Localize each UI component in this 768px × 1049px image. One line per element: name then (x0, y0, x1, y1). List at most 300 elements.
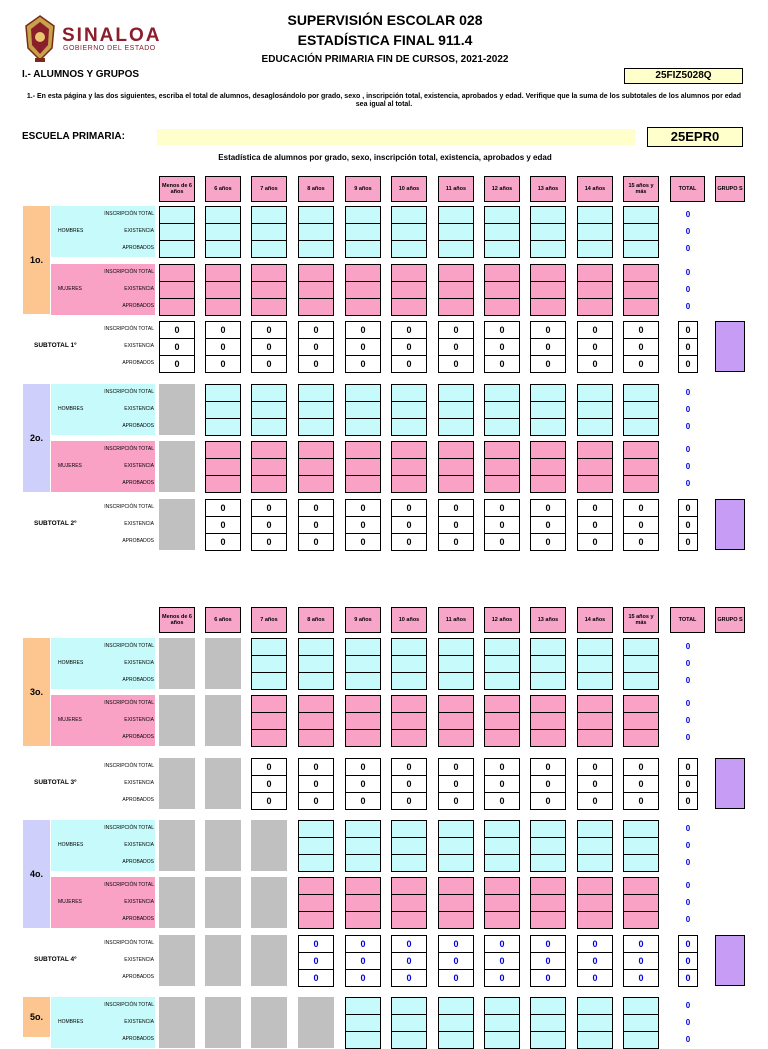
input-cell[interactable] (530, 837, 566, 855)
input-cell[interactable] (577, 240, 613, 258)
input-cell[interactable] (298, 911, 334, 929)
input-cell[interactable] (577, 911, 613, 929)
input-cell[interactable] (391, 458, 427, 476)
input-cell[interactable] (484, 712, 520, 730)
input-cell[interactable] (345, 712, 381, 730)
input-cell[interactable] (251, 240, 287, 258)
input-cell[interactable] (391, 223, 427, 241)
input-cell[interactable] (345, 695, 381, 713)
input-cell[interactable] (623, 1014, 659, 1032)
row-label: EXISTENCIA (124, 228, 154, 234)
input-cell[interactable] (484, 298, 520, 316)
input-cell[interactable] (438, 264, 474, 282)
input-cell[interactable] (159, 223, 195, 241)
input-cell[interactable] (484, 384, 520, 402)
subtotal-value: 0 (345, 338, 381, 356)
total-value: 0 (678, 877, 698, 894)
input-cell[interactable] (530, 264, 566, 282)
input-cell[interactable] (438, 418, 474, 436)
input-cell[interactable] (345, 1031, 381, 1049)
input-cell[interactable] (205, 240, 241, 258)
input-cell[interactable] (623, 264, 659, 282)
grade-label: 4o. (23, 820, 50, 928)
subtotal-value: 0 (623, 792, 659, 810)
input-cell[interactable] (205, 384, 241, 402)
row-label: APROBADOS (122, 423, 154, 429)
input-cell[interactable] (438, 281, 474, 299)
input-cell[interactable] (391, 894, 427, 912)
input-cell[interactable] (251, 281, 287, 299)
subtotal-value: 0 (438, 499, 474, 517)
input-cell[interactable] (623, 837, 659, 855)
input-cell[interactable] (298, 206, 334, 224)
row-label: EXISTENCIA (124, 780, 154, 786)
input-cell[interactable] (530, 894, 566, 912)
input-cell[interactable] (438, 712, 474, 730)
subtotal-value: 0 (530, 355, 566, 373)
input-cell[interactable] (251, 223, 287, 241)
input-cell[interactable] (298, 854, 334, 872)
subtotal-value: 0 (159, 338, 195, 356)
input-cell[interactable] (623, 281, 659, 299)
input-cell[interactable] (391, 655, 427, 673)
input-cell[interactable] (577, 441, 613, 459)
input-cell[interactable] (623, 655, 659, 673)
input-cell[interactable] (484, 638, 520, 656)
input-cell[interactable] (438, 695, 474, 713)
subtotal-value: 0 (577, 952, 613, 970)
input-cell[interactable] (391, 712, 427, 730)
input-cell[interactable] (623, 441, 659, 459)
input-cell[interactable] (345, 458, 381, 476)
input-cell[interactable] (205, 441, 241, 459)
input-cell[interactable] (484, 1031, 520, 1049)
input-cell[interactable] (391, 401, 427, 419)
input-cell[interactable] (530, 729, 566, 747)
input-cell[interactable] (484, 911, 520, 929)
input-cell[interactable] (298, 298, 334, 316)
input-cell[interactable] (251, 712, 287, 730)
input-cell[interactable] (298, 638, 334, 656)
input-cell[interactable] (391, 298, 427, 316)
input-cell[interactable] (623, 458, 659, 476)
input-cell[interactable] (251, 206, 287, 224)
input-cell[interactable] (530, 281, 566, 299)
input-cell[interactable] (391, 384, 427, 402)
input-cell[interactable] (251, 672, 287, 690)
input-cell[interactable] (484, 1014, 520, 1032)
input-cell[interactable] (530, 655, 566, 673)
input-cell[interactable] (623, 401, 659, 419)
input-cell[interactable] (438, 298, 474, 316)
input-cell[interactable] (251, 655, 287, 673)
input-cell[interactable] (159, 264, 195, 282)
subtotal-value: 0 (484, 338, 520, 356)
input-cell[interactable] (484, 264, 520, 282)
input-cell[interactable] (577, 1031, 613, 1049)
subtotal-value: 0 (159, 321, 195, 339)
input-cell[interactable] (577, 401, 613, 419)
input-cell[interactable] (251, 475, 287, 493)
input-cell[interactable] (577, 894, 613, 912)
input-cell[interactable] (577, 458, 613, 476)
subtotal-value: 0 (577, 499, 613, 517)
input-cell[interactable] (530, 638, 566, 656)
input-cell[interactable] (251, 418, 287, 436)
grupos-field[interactable] (715, 935, 745, 986)
input-cell[interactable] (577, 997, 613, 1015)
input-cell[interactable] (484, 672, 520, 690)
input-cell[interactable] (577, 820, 613, 838)
input-cell[interactable] (391, 911, 427, 929)
input-cell[interactable] (530, 877, 566, 895)
input-cell[interactable] (484, 894, 520, 912)
input-cell[interactable] (345, 877, 381, 895)
input-cell[interactable] (623, 854, 659, 872)
input-cell[interactable] (577, 837, 613, 855)
sinaloa-seal-icon (24, 14, 56, 64)
input-cell[interactable] (577, 384, 613, 402)
input-cell[interactable] (345, 223, 381, 241)
input-cell[interactable] (391, 854, 427, 872)
column-header: 6 años (205, 176, 241, 202)
input-cell[interactable] (438, 1031, 474, 1049)
input-cell[interactable] (251, 441, 287, 459)
input-cell[interactable] (298, 384, 334, 402)
input-cell[interactable] (438, 458, 474, 476)
input-cell[interactable] (484, 458, 520, 476)
input-cell[interactable] (251, 695, 287, 713)
input-cell[interactable] (298, 837, 334, 855)
input-cell[interactable] (298, 418, 334, 436)
input-cell[interactable] (623, 384, 659, 402)
input-cell[interactable] (577, 223, 613, 241)
subtotal-value: 0 (623, 321, 659, 339)
input-cell[interactable] (577, 206, 613, 224)
input-cell[interactable] (484, 729, 520, 747)
input-cell[interactable] (159, 281, 195, 299)
school-label: ESCUELA PRIMARIA: (22, 131, 125, 142)
input-cell[interactable] (530, 820, 566, 838)
input-cell[interactable] (530, 997, 566, 1015)
input-cell[interactable] (391, 475, 427, 493)
input-cell[interactable] (484, 820, 520, 838)
subtotal-value: 0 (345, 758, 381, 776)
input-cell[interactable] (623, 894, 659, 912)
input-cell[interactable] (438, 911, 474, 929)
subtotal-value: 0 (205, 516, 241, 534)
disabled-cell (159, 758, 195, 809)
subtotal-value: 0 (391, 775, 427, 793)
input-cell[interactable] (577, 281, 613, 299)
total-value: 0 (678, 729, 698, 746)
input-cell[interactable] (484, 997, 520, 1015)
input-cell[interactable] (530, 854, 566, 872)
input-cell[interactable] (530, 475, 566, 493)
input-cell[interactable] (345, 281, 381, 299)
input-cell[interactable] (484, 475, 520, 493)
subtotal-value: 0 (251, 775, 287, 793)
input-cell[interactable] (345, 672, 381, 690)
input-cell[interactable] (298, 401, 334, 419)
input-cell[interactable] (345, 911, 381, 929)
column-header: GRUPO S (715, 607, 745, 633)
input-cell[interactable] (484, 418, 520, 436)
subtotal-value: 0 (298, 952, 334, 970)
disabled-cell (298, 997, 334, 1048)
input-cell[interactable] (623, 1031, 659, 1049)
input-cell[interactable] (205, 298, 241, 316)
input-cell[interactable] (391, 264, 427, 282)
input-cell[interactable] (577, 475, 613, 493)
input-cell[interactable] (484, 206, 520, 224)
input-cell[interactable] (484, 695, 520, 713)
input-cell[interactable] (391, 1031, 427, 1049)
input-cell[interactable] (391, 418, 427, 436)
input-cell[interactable] (391, 672, 427, 690)
subtotal-value: 0 (484, 355, 520, 373)
input-cell[interactable] (438, 894, 474, 912)
input-cell[interactable] (298, 240, 334, 258)
input-cell[interactable] (577, 877, 613, 895)
input-cell[interactable] (577, 729, 613, 747)
input-cell[interactable] (484, 281, 520, 299)
input-cell[interactable] (205, 401, 241, 419)
input-cell[interactable] (391, 729, 427, 747)
input-cell[interactable] (345, 206, 381, 224)
input-cell[interactable] (530, 240, 566, 258)
disabled-cell (205, 695, 241, 746)
subtotal-value: 0 (438, 969, 474, 987)
input-cell[interactable] (438, 223, 474, 241)
input-cell[interactable] (345, 837, 381, 855)
input-cell[interactable] (205, 458, 241, 476)
input-cell[interactable] (577, 854, 613, 872)
input-cell[interactable] (345, 894, 381, 912)
input-cell[interactable] (345, 655, 381, 673)
input-cell[interactable] (530, 206, 566, 224)
input-cell[interactable] (530, 458, 566, 476)
row-label: APROBADOS (122, 480, 154, 486)
input-cell[interactable] (251, 458, 287, 476)
column-header: 8 años (298, 176, 334, 202)
input-cell[interactable] (391, 441, 427, 459)
input-cell[interactable] (159, 298, 195, 316)
input-cell[interactable] (623, 820, 659, 838)
input-cell[interactable] (530, 695, 566, 713)
input-cell[interactable] (391, 820, 427, 838)
input-cell[interactable] (530, 223, 566, 241)
input-cell[interactable] (345, 418, 381, 436)
input-cell[interactable] (530, 1031, 566, 1049)
input-cell[interactable] (577, 712, 613, 730)
input-cell[interactable] (345, 820, 381, 838)
input-cell[interactable] (623, 712, 659, 730)
input-cell[interactable] (623, 672, 659, 690)
input-cell[interactable] (345, 638, 381, 656)
input-cell[interactable] (623, 223, 659, 241)
input-cell[interactable] (298, 695, 334, 713)
input-cell[interactable] (623, 240, 659, 258)
input-cell[interactable] (577, 298, 613, 316)
subtotal-value: 0 (251, 792, 287, 810)
input-cell[interactable] (484, 240, 520, 258)
input-cell[interactable] (530, 1014, 566, 1032)
input-cell[interactable] (438, 401, 474, 419)
sex-label: HOMBRES (58, 660, 84, 666)
input-cell[interactable] (345, 384, 381, 402)
input-cell[interactable] (530, 441, 566, 459)
input-cell[interactable] (205, 264, 241, 282)
input-cell[interactable] (159, 206, 195, 224)
input-cell[interactable] (298, 475, 334, 493)
input-cell[interactable] (391, 695, 427, 713)
input-cell[interactable] (623, 877, 659, 895)
input-cell[interactable] (251, 401, 287, 419)
input-cell[interactable] (438, 638, 474, 656)
row-label: INSCRIPCIÓN TOTAL (104, 882, 154, 888)
input-cell[interactable] (205, 475, 241, 493)
input-cell[interactable] (438, 729, 474, 747)
total-value: 0 (678, 638, 698, 655)
grupos-field[interactable] (715, 321, 745, 372)
input-cell[interactable] (251, 729, 287, 747)
input-cell[interactable] (623, 298, 659, 316)
input-cell[interactable] (530, 911, 566, 929)
input-cell[interactable] (530, 712, 566, 730)
subtotal-value: 0 (484, 516, 520, 534)
input-cell[interactable] (391, 837, 427, 855)
input-cell[interactable] (251, 298, 287, 316)
input-cell[interactable] (251, 264, 287, 282)
input-cell[interactable] (298, 729, 334, 747)
input-cell[interactable] (205, 418, 241, 436)
input-cell[interactable] (298, 458, 334, 476)
input-cell[interactable] (438, 240, 474, 258)
input-cell[interactable] (391, 240, 427, 258)
input-cell[interactable] (345, 729, 381, 747)
input-cell[interactable] (298, 223, 334, 241)
input-cell[interactable] (438, 837, 474, 855)
input-cell[interactable] (623, 997, 659, 1015)
input-cell[interactable] (345, 854, 381, 872)
input-cell[interactable] (484, 401, 520, 419)
input-cell[interactable] (438, 877, 474, 895)
input-cell[interactable] (298, 712, 334, 730)
input-cell[interactable] (391, 997, 427, 1015)
input-cell[interactable] (205, 223, 241, 241)
input-cell[interactable] (345, 475, 381, 493)
input-cell[interactable] (438, 997, 474, 1015)
row-label: APROBADOS (122, 797, 154, 803)
input-cell[interactable] (530, 672, 566, 690)
input-cell[interactable] (345, 1014, 381, 1032)
input-cell[interactable] (345, 264, 381, 282)
input-cell[interactable] (298, 672, 334, 690)
input-cell[interactable] (438, 441, 474, 459)
input-cell[interactable] (623, 911, 659, 929)
input-cell[interactable] (623, 695, 659, 713)
input-cell[interactable] (345, 997, 381, 1015)
subtotal-value: 0 (298, 775, 334, 793)
input-cell[interactable] (438, 672, 474, 690)
input-cell[interactable] (438, 820, 474, 838)
input-cell[interactable] (298, 441, 334, 459)
input-cell[interactable] (623, 729, 659, 747)
input-cell[interactable] (391, 638, 427, 656)
input-cell[interactable] (577, 264, 613, 282)
input-cell[interactable] (205, 206, 241, 224)
input-cell[interactable] (298, 655, 334, 673)
input-cell[interactable] (345, 240, 381, 258)
input-cell[interactable] (438, 1014, 474, 1032)
total-value: 0 (678, 712, 698, 729)
grupos-field[interactable] (715, 758, 745, 809)
input-cell[interactable] (251, 638, 287, 656)
input-cell[interactable] (623, 638, 659, 656)
input-cell[interactable] (484, 655, 520, 673)
input-cell[interactable] (159, 240, 195, 258)
subtotal-value: 0 (391, 969, 427, 987)
input-cell[interactable] (438, 206, 474, 224)
input-cell[interactable] (298, 820, 334, 838)
input-cell[interactable] (577, 1014, 613, 1032)
input-cell[interactable] (577, 638, 613, 656)
input-cell[interactable] (345, 298, 381, 316)
row-label: APROBADOS (122, 1036, 154, 1042)
input-cell[interactable] (484, 837, 520, 855)
input-cell[interactable] (391, 877, 427, 895)
input-cell[interactable] (484, 877, 520, 895)
input-cell[interactable] (391, 1014, 427, 1032)
school-name-field[interactable] (157, 129, 635, 145)
input-cell[interactable] (298, 877, 334, 895)
input-cell[interactable] (251, 384, 287, 402)
input-cell[interactable] (623, 206, 659, 224)
subtotal-value: 0 (345, 935, 381, 953)
subtotal-value: 0 (484, 533, 520, 551)
input-cell[interactable] (530, 298, 566, 316)
input-cell[interactable] (298, 281, 334, 299)
input-cell[interactable] (438, 475, 474, 493)
input-cell[interactable] (577, 672, 613, 690)
subtotal-value: 0 (345, 355, 381, 373)
input-cell[interactable] (623, 418, 659, 436)
input-cell[interactable] (577, 418, 613, 436)
input-cell[interactable] (577, 655, 613, 673)
input-cell[interactable] (623, 475, 659, 493)
input-cell[interactable] (438, 854, 474, 872)
input-cell[interactable] (205, 281, 241, 299)
input-cell[interactable] (577, 695, 613, 713)
input-cell[interactable] (530, 401, 566, 419)
input-cell[interactable] (484, 441, 520, 459)
grupos-field[interactable] (715, 499, 745, 550)
input-cell[interactable] (298, 264, 334, 282)
input-cell[interactable] (484, 854, 520, 872)
input-cell[interactable] (391, 206, 427, 224)
input-cell[interactable] (530, 418, 566, 436)
input-cell[interactable] (438, 384, 474, 402)
input-cell[interactable] (345, 401, 381, 419)
row-label: EXISTENCIA (124, 842, 154, 848)
input-cell[interactable] (298, 894, 334, 912)
input-cell[interactable] (438, 655, 474, 673)
input-cell[interactable] (345, 441, 381, 459)
input-cell[interactable] (484, 223, 520, 241)
input-cell[interactable] (530, 384, 566, 402)
input-cell[interactable] (391, 281, 427, 299)
